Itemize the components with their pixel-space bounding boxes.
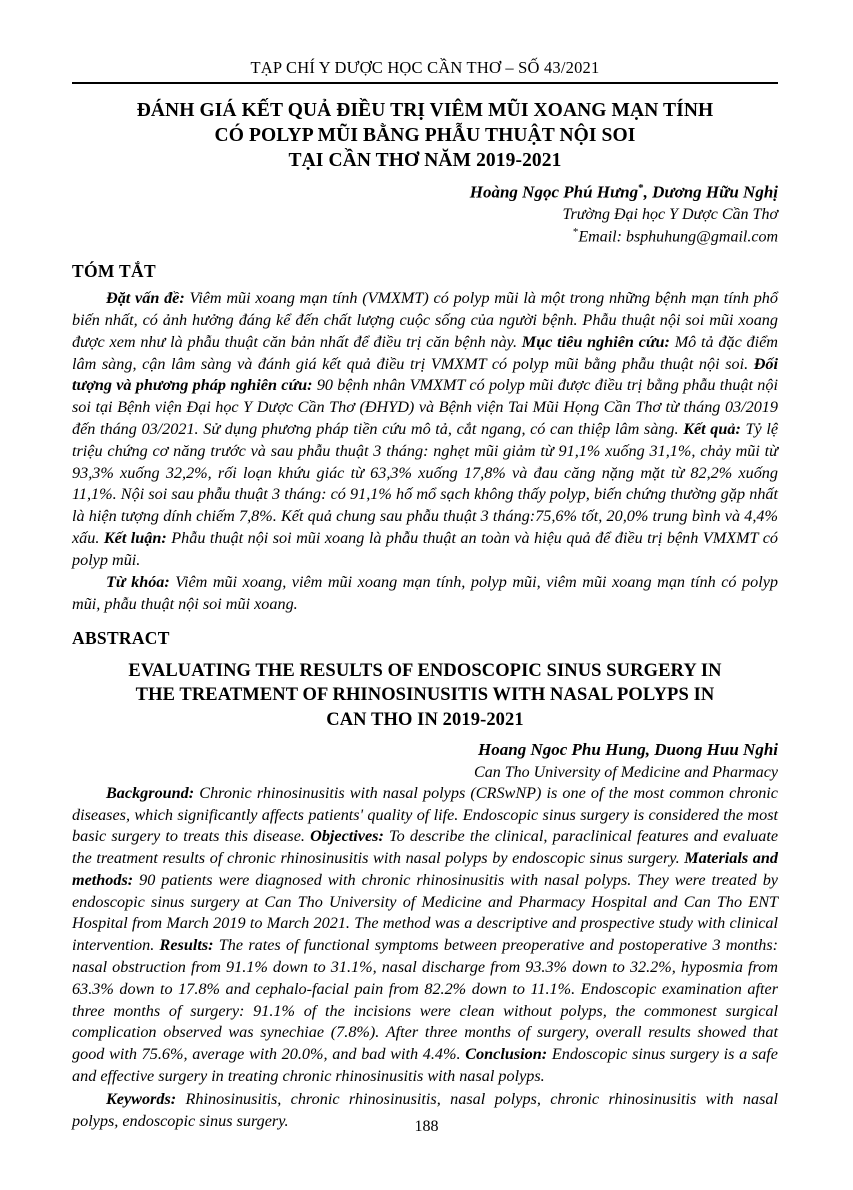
authors-english: Hoang Ngoc Phu Hung, Duong Huu Nghi: [478, 740, 778, 760]
abstract-vietnamese-body: [72, 288, 778, 571]
abstract-vn-text-1: Viêm mũi xoang mạn tính (VMXMT) có polyp mũi là một trong những bệnh mạn tính phổ biến nhất, có ảnh hưởng đáng kể đến chất lượng cuộc sống của người bệnh. Phẫu thuật nội soi mũi xoang được xem như là phẫu thuật căn bản nhất để điều trị căn bệnh này.: [72, 289, 778, 351]
label-results: Results:: [159, 936, 214, 955]
page-title-vietnamese: [72, 98, 778, 174]
abstract-en-text-3: 90 patients were diagnosed with chronic rhinosinusitis with nasal polyps. They were treated by endoscopic sinus surgery at Can Tho University of Medicine and Pharmacy Hospital and Can Tho ENT Hospital from March 2019 to March 2021. The method was a descriptive and prospective study with clinical intervention.: [72, 870, 778, 955]
page-content: [72, 58, 778, 1132]
keywords-en-text: Rhinosinusitis, chronic rhinosinusitis, nasal polyps, chronic rhinosinusitis with nasal polyps, endoscopic sinus surgery.: [72, 1089, 778, 1130]
abstract-vn-text-2: Mô tả đặc điểm lâm sàng, cận lâm sàng và đánh giá kết quả điều trị VMXMT có polyp mũi bằng phẫu thuật nội soi.: [72, 332, 778, 373]
title-vn-line-3: TẠI CẦN THƠ NĂM 2019-2021: [288, 150, 562, 172]
label-keywords: Keywords:: [106, 1089, 177, 1108]
keywords-vn-text: Viêm mũi xoang, viêm mũi xoang mạn tính, polyp mũi, viêm mũi xoang mạn tính có polyp mũi, phẫu thuật nội soi mũi xoang.: [72, 573, 778, 614]
author-name-secondary: , Dương Hữu Nghị: [643, 182, 778, 202]
label-background: Background:: [106, 783, 195, 802]
label-ket-qua: Kết quả:: [683, 419, 741, 438]
label-conclusion: Conclusion:: [465, 1045, 548, 1064]
email-text: Email: bsphuhung@gmail.com: [578, 228, 778, 246]
abstract-english-body: [72, 783, 778, 1088]
author-footnote-marker: *: [638, 181, 644, 194]
title-en-line-2: THE TREATMENT OF RHINOSINUSITIS WITH NASAL POLYPS IN: [135, 685, 715, 706]
abstract-en-text-1: Chronic rhinosinusitis with nasal polyps (CRSwNP) is one of the most common chronic diseases, which significantly affects patients' quality of life. Endoscopic sinus surgery is considered the most basic surgery to treats this disease.: [72, 783, 778, 846]
title-vn-line-1: ĐÁNH GIÁ KẾT QUẢ ĐIỀU TRỊ VIÊM MŨI XOANG MẠN TÍNH: [136, 99, 714, 121]
email-footnote-marker: *: [572, 225, 579, 238]
keywords-vietnamese: [72, 572, 778, 616]
abstract-vn-text-5: Phẫu thuật nội soi mũi xoang là phẫu thuật an toàn và hiệu quả để điều trị bệnh VMXMT có polyp mũi.: [72, 528, 778, 569]
running-head: TẠP CHÍ Y DƯỢC HỌC CẦN THƠ – SỐ 43/2021: [250, 58, 600, 77]
label-dat-van-de: Đặt vấn đề:: [106, 289, 185, 308]
section-heading-tomtat: TÓM TẮT: [72, 261, 156, 282]
section-heading-abstract: ABSTRACT: [72, 628, 170, 649]
author-name-primary: Hoàng Ngọc Phú Hưng: [469, 182, 639, 202]
corresponding-email: [72, 225, 778, 247]
authors-vietnamese: [72, 181, 778, 204]
affiliation-english: Can Tho University of Medicine and Pharmacy: [474, 763, 778, 781]
page-title-english: [72, 659, 778, 732]
abstract-en-text-5: Endoscopic sinus surgery is a safe and effective surgery in treating chronic rhinosinusitis with nasal polyps.: [72, 1045, 778, 1085]
page-number: 188: [414, 1118, 439, 1135]
abstract-vn-text-4: Tỷ lệ triệu chứng cơ năng trước và sau phẫu thuật 3 tháng: nghẹt mũi giảm từ 91,1% xuống 31,1%, chảy mũi từ 93,3% xuống 32,2%, rối loạn khứu giác từ 63,3% xuống 17,8% và đau căng nặng mặt từ 82,2% xuống 11,1%. Nội soi sau phẫu thuật 3 tháng: có 91,1% hố mổ sạch không thấy polyp, biến chứng thường gặp nhất là hiện tượng dính chiếm 7,8%. Kết quả chung sau phẫu thuật 3 tháng:75,6% tốt, 20,0% trung bình và 4,4% xấu.: [72, 419, 778, 547]
abstract-en-text-2: To describe the clinical, paraclinical features and evaluate the treatment results of chronic rhinosinusitis with nasal polyps by endoscopic sinus surgery.: [72, 827, 779, 868]
label-ket-luan: Kết luận:: [103, 528, 167, 547]
label-materials-and-methods: Materials and methods:: [72, 849, 778, 889]
title-en-line-3: CAN THO IN 2019-2021: [326, 709, 524, 730]
label-doi-tuong: Đối tượng và phương pháp nghiên cứu:: [72, 354, 778, 395]
label-objectives: Objectives:: [310, 827, 384, 846]
title-en-line-1: EVALUATING THE RESULTS OF ENDOSCOPIC SINUS SURGERY IN: [128, 661, 722, 682]
label-tu-khoa: Từ khóa:: [106, 573, 170, 592]
title-vn-line-2: CÓ POLYP MŨI BẰNG PHẪU THUẬT NỘI SOI: [214, 124, 636, 146]
abstract-vn-text-3: 90 bệnh nhân VMXMT có polyp mũi được điều trị bằng phẫu thuật nội soi tại Bệnh viện Đại học Y Dược Cần Thơ (ĐHYD) và Bệnh viện Tai Mũi Họng Cần Thơ từ tháng 03/2019 đến tháng 03/2021. Sử dụng phương pháp tiền cứu mô tả, cắt ngang, có can thiệp lâm sàng.: [72, 376, 778, 438]
label-muc-tieu: Mục tiêu nghiên cứu:: [521, 332, 670, 351]
affiliation-vietnamese: Trường Đại học Y Dược Cần Thơ: [562, 205, 778, 223]
header-rule: [72, 82, 778, 84]
abstract-en-text-4: The rates of functional symptoms between preoperative and postoperative 3 months: nasal obstruction from 91.1% down to 31.1%, nasal discharge from 93.3% down to 32.2%, hyposmia from 63.3% down to 17.8% and cephalo-facial pain from 82.2% down to 11.1%. Endoscopic examination after three months of surgery: 91.1% of the incisions were clean without polyps, the commonest surgical complication observed was synechiae (7.8%). After three months of surgery, overall results showed that good with 75.6%, average with 20.0%, and bad with 4.4%.: [72, 936, 779, 1064]
